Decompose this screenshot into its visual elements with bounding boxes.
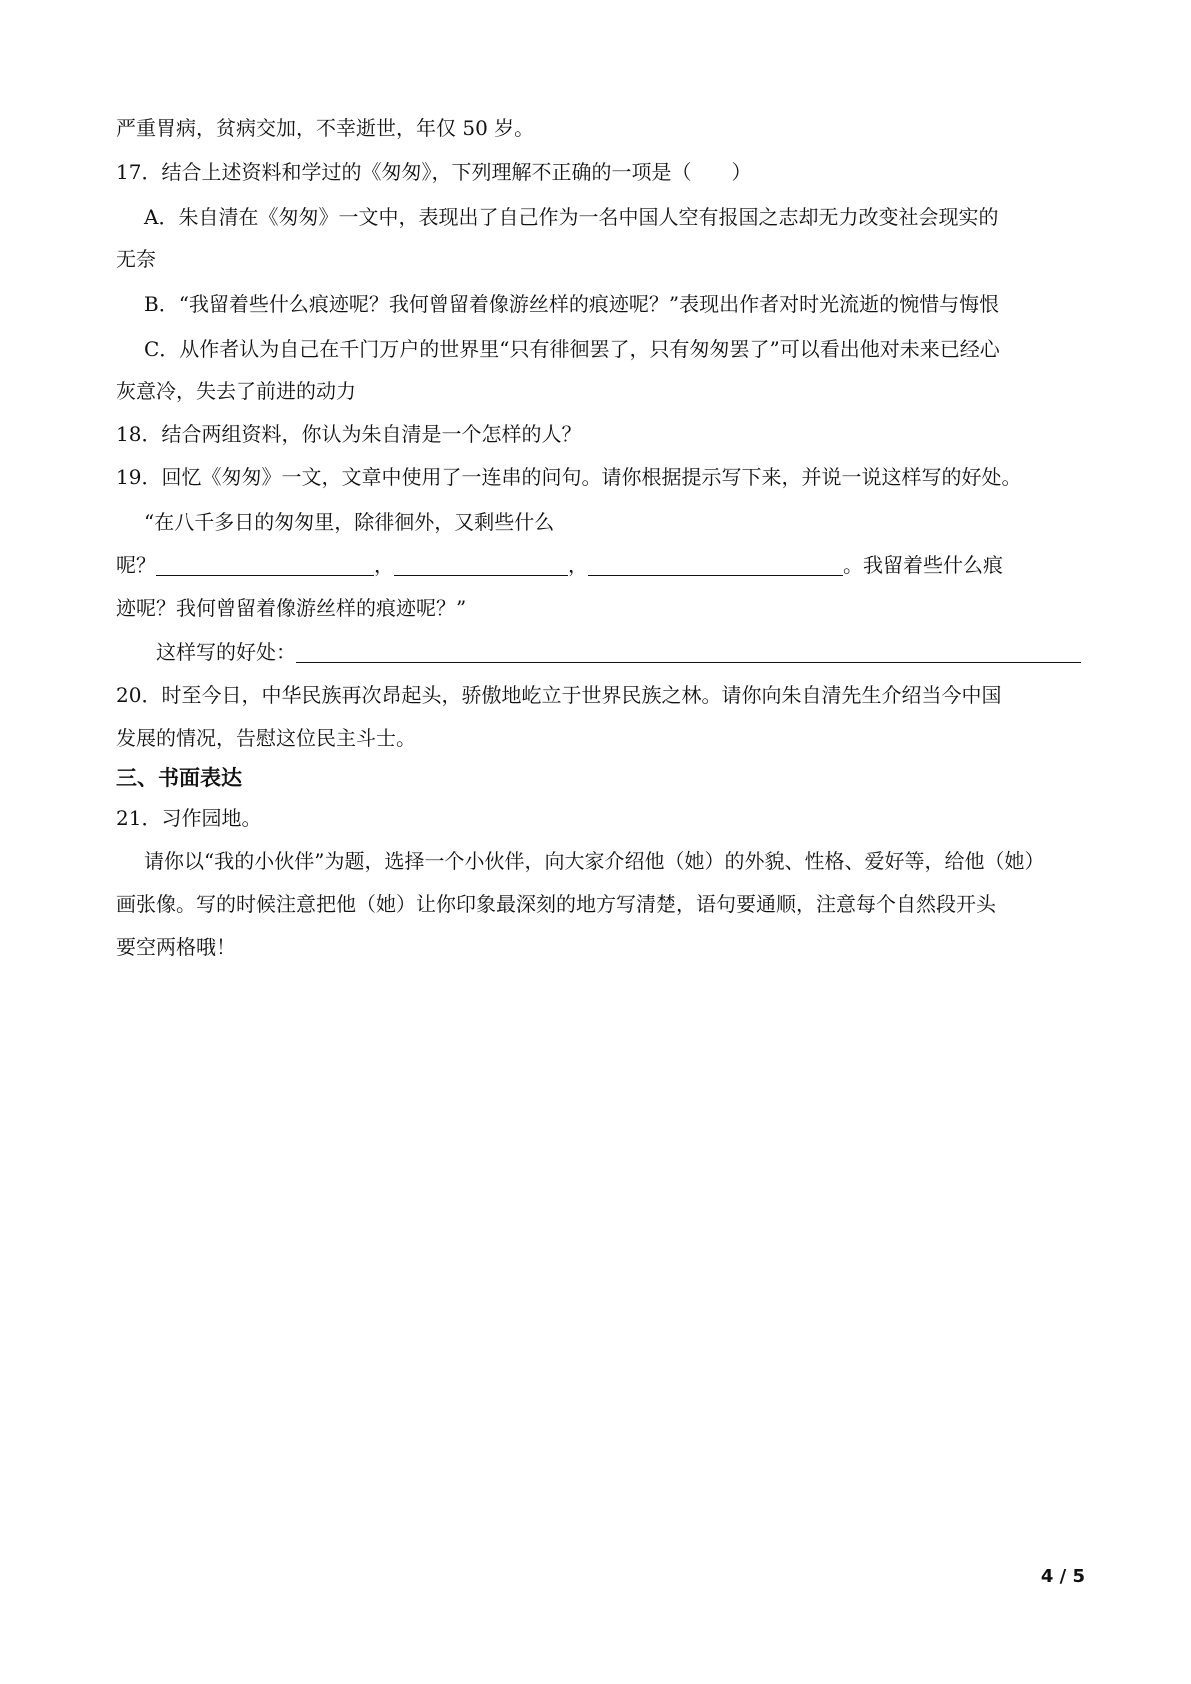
- question-20-line2: 发展的情况，告慰这位民主斗士。: [116, 726, 416, 750]
- question-20-line1: 20．时至今日，中华民族再次昂起头，骄傲地屹立于世界民族之林。请你向朱自清先生介绍当今中国: [116, 683, 1002, 707]
- option-c-line2: 灰意冷，失去了前进的动力: [116, 379, 356, 403]
- option-a-line2: 无奈: [116, 247, 156, 271]
- quote-line3: 迹呢？我何曾留着像游丝样的痕迹呢？”: [116, 596, 467, 620]
- question-19: 19．回忆《匆匆》一文，文章中使用了一连串的问句。请你根据提示写下来，并说一说这样写的好处。: [116, 465, 1022, 489]
- q21-paragraph-line3: 要空两格哦！: [116, 935, 236, 959]
- comma: ，: [374, 553, 394, 577]
- quote-end: 。我留着些什么痕: [843, 553, 1003, 577]
- benefit-label: 这样写的好处：: [156, 640, 296, 664]
- q21-paragraph-line2: 画张像。写的时候注意把他（她）让你印象最深刻的地方写清楚，语句要通顺，注意每个自然段开头: [116, 892, 996, 916]
- option-b: B．“我留着些什么痕迹呢？我何曾留着像游丝样的痕迹呢？”表现出作者对时光流逝的惋惜与悔恨: [144, 292, 1000, 316]
- benefit-line: [156, 638, 1086, 666]
- answer-blank-1[interactable]: [156, 555, 374, 576]
- question-18: 18．结合两组资料，你认为朱自清是一个怎样的人？: [116, 422, 582, 446]
- option-c-line1: C．从作者认为自己在千门万户的世界里“只有徘徊罢了，只有匆匆罢了”可以看出他对未来已经心: [144, 337, 1000, 361]
- text-line: 严重胃病，贫病交加，不幸逝世，年仅 50 岁。: [116, 116, 535, 140]
- comma: ，: [568, 553, 588, 577]
- q21-paragraph-line1: 请你以“我的小伙伴”为题，选择一个小伙伴，向大家介绍他（她）的外貌、性格、爱好等，给他（她）: [144, 849, 1045, 873]
- answer-blank-benefit[interactable]: [296, 642, 1081, 663]
- page-number: 4 / 5: [1040, 1566, 1085, 1587]
- answer-blank-2[interactable]: [394, 555, 568, 576]
- option-a-line1: A．朱自清在《匆匆》一文中，表现出了自己作为一名中国人空有报国之志却无力改变社会现实的: [144, 205, 999, 229]
- quote-line1: “在八千多日的匆匆里，除徘徊外，又剩些什么: [144, 510, 555, 534]
- quote-start: 呢？: [116, 553, 156, 577]
- answer-blank-3[interactable]: [588, 555, 843, 576]
- question-17: 17．结合上述资料和学过的《匆匆》，下列理解不正确的一项是（ ）: [116, 160, 752, 184]
- section-heading: 三、书面表达: [116, 766, 242, 790]
- question-21: 21．习作园地。: [116, 806, 262, 830]
- quote-line2: [116, 551, 1086, 579]
